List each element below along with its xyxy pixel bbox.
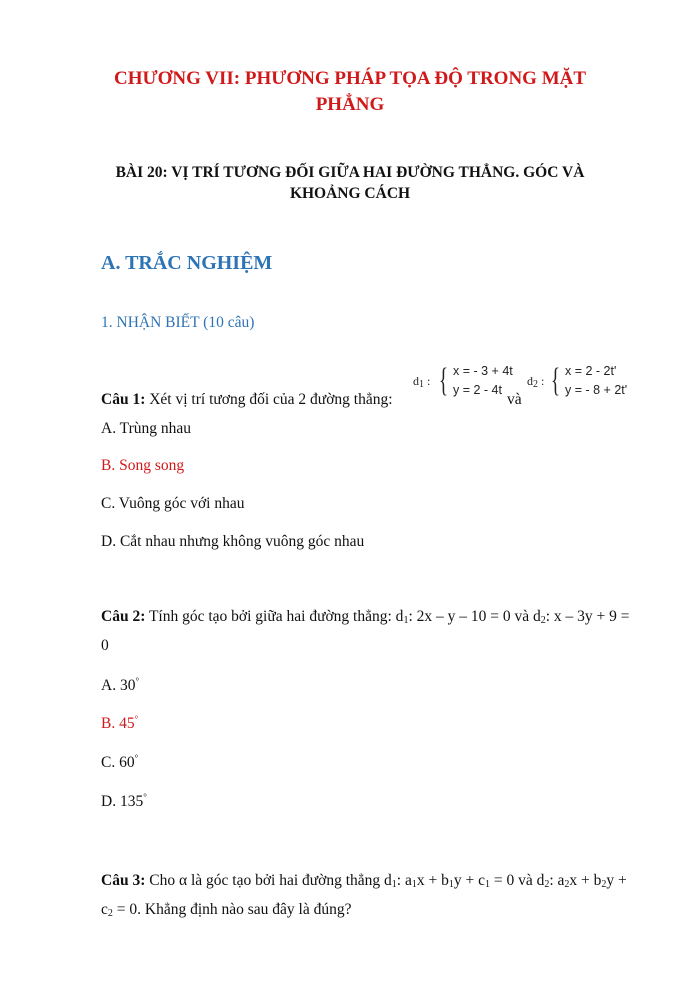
question-2-option-c[interactable]: C. 60° (101, 753, 139, 771)
question-1-connector: và (507, 391, 522, 408)
section-title: A. TRẮC NGHIỆM (101, 252, 273, 274)
subsection-title: 1. NHẬN BIẾT (10 câu) (101, 314, 255, 331)
question-3-stem: Câu 3: Cho α là góc tạo bởi hai đường thẳng $d_1$: $a_1x + b_1y + c_1 = 0$ và $d_2$: $a_2x + b_2y + c_2 = 0$. Khẳng định nào sau đây là đúng? (101, 872, 627, 919)
question-1-stem (101, 390, 393, 410)
question-1-option-a[interactable]: A. Trùng nhau (101, 420, 192, 437)
question-1-text: Xét vị trí tương đối của 2 đường thẳng: (149, 391, 393, 408)
system-d1-eq1: x = - 3 + 4t (453, 364, 513, 378)
brace-icon: { (439, 362, 448, 399)
system-d1-label: $d_1$ : (413, 374, 431, 390)
system-d2-eq2: y = - 8 + 2t' (565, 383, 628, 397)
question-1-system-d1 (413, 362, 513, 402)
question-1-option-b[interactable]: B. Song song (101, 457, 185, 474)
question-2-option-d[interactable]: D. 135° (101, 792, 147, 810)
question-1-label: Câu 1: (101, 391, 146, 408)
question-3-label: Câu 3: (101, 872, 146, 889)
question-1-option-c[interactable]: C. Vuông góc với nhau (101, 495, 245, 512)
brace-icon: { (551, 362, 560, 399)
question-1-option-d[interactable]: D. Cắt nhau nhưng không vuông góc nhau (101, 533, 365, 550)
system-d2-label: $d_2$ : (527, 374, 545, 390)
question-2-label: Câu 2: (101, 608, 146, 625)
chapter-title: CHƯƠNG VII: PHƯƠNG PHÁP TỌA ĐỘ TRONG MẶT PHẲNG (113, 68, 587, 115)
question-1-system-d2 (527, 362, 657, 402)
question-2-stem: Câu 2: Tính góc tạo bởi giữa hai đường thẳng: $d_1$: 2x – y – 10 = 0 và $d_2$: x – 3y + 9 = 0 (101, 608, 630, 654)
lesson-title: BÀI 20: VỊ TRÍ TƯƠNG ĐỐI GIỮA HAI ĐƯỜNG THẲNG. GÓC VÀ KHOẢNG CÁCH (115, 164, 585, 202)
system-d2-eq1: x = 2 - 2t' (565, 364, 617, 378)
system-d1-eq2: y = 2 - 4t (453, 383, 502, 397)
question-2-option-a[interactable]: A. 30° (101, 676, 140, 694)
question-2-option-b[interactable]: B. 45° (101, 714, 139, 732)
